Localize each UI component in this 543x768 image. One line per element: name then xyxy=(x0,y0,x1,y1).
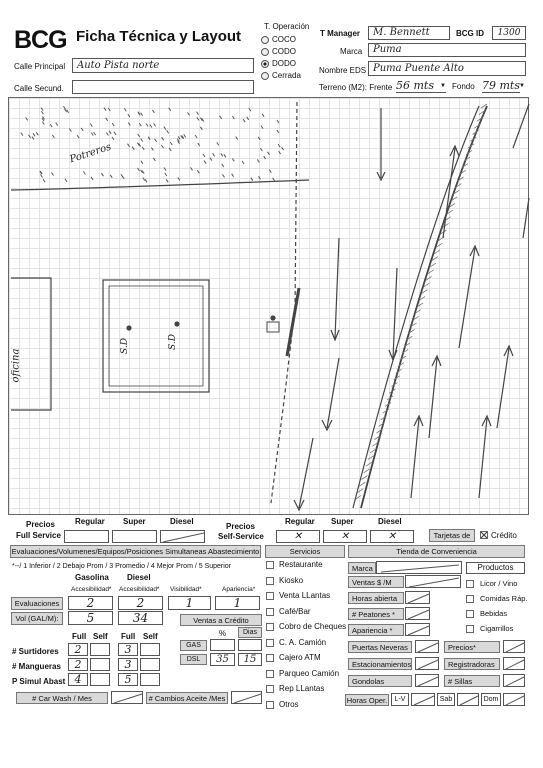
radio-icon[interactable] xyxy=(261,36,269,44)
dom-field[interactable] xyxy=(503,693,525,706)
tienda-marca-label: Marca xyxy=(352,564,373,573)
productos-label: Productos xyxy=(477,563,514,572)
pct-label: % xyxy=(219,629,227,638)
horas-oper-label: Horas Oper. xyxy=(346,696,388,705)
dsl-dias-value: 15 xyxy=(243,654,257,665)
t-manager-field[interactable] xyxy=(368,26,450,40)
dom-label: Dom xyxy=(483,696,499,703)
servicio-item-label: Cobro de Cheques xyxy=(279,622,347,631)
eval-accesibilidad-gas[interactable] xyxy=(68,596,113,610)
tienda-header-text: Tienda de Conveniencia xyxy=(396,547,477,556)
terreno-frente-value[interactable]: 56 mts xyxy=(396,79,446,93)
nombre-eds-value: Puma Puente Alto xyxy=(373,63,464,74)
producto-item-label: Cigarrillos xyxy=(480,624,514,633)
lv-label: L-V xyxy=(394,696,406,703)
tienda-registradoras-label: Registradoras xyxy=(444,658,500,670)
calle-secundaria-field[interactable] xyxy=(72,80,254,94)
frente-dropdown-icon[interactable]: ▼ xyxy=(440,83,446,89)
eval-accesibilidad-diesel[interactable] xyxy=(118,596,163,610)
tienda-puertas-label: Puertas Neveras xyxy=(348,641,412,653)
servicio-item[interactable] xyxy=(266,653,346,665)
eval-value-4: 1 xyxy=(233,596,242,610)
operacion-option-dodo[interactable] xyxy=(261,58,301,70)
peatones-field[interactable] xyxy=(405,607,430,620)
col-visibilidad: Visibilidad* xyxy=(170,586,202,593)
peatones-label-box xyxy=(348,608,404,620)
dsl-pct-value: 35 xyxy=(216,654,229,665)
regular-header-2: Regular xyxy=(285,517,315,526)
full-diesel-price[interactable] xyxy=(160,530,205,543)
self-regular-mark: ✕ xyxy=(293,531,303,542)
eval-visibilidad[interactable] xyxy=(168,596,211,610)
full-super-price[interactable] xyxy=(112,530,157,543)
servicios-header-text: Servicios xyxy=(289,547,321,556)
col-apariencia: Apariencia* xyxy=(222,586,256,593)
t-manager-value: M. Bennett xyxy=(373,27,430,38)
surtidor-cell[interactable]: 5 xyxy=(118,673,138,686)
tienda-precios-label: Precios* xyxy=(444,641,500,653)
scale-legend: *--/ 1 Inferior / 2 Debajo Prom / 3 Promedio / 4 Mejor Prom / 5 Superior xyxy=(12,563,232,570)
evaluaciones-header-text: Evaluaciones/Volumenes/Equipos/Posiciones Simultaneas Abastecimiento xyxy=(11,547,260,556)
calle-principal-label: Calle Principal xyxy=(14,62,66,71)
t-manager-label: T Manager xyxy=(320,29,361,38)
checkbox-icon[interactable] xyxy=(266,670,274,678)
self-diesel-price[interactable] xyxy=(370,530,414,543)
eval-value-3: 1 xyxy=(185,596,194,610)
producto-item-label: Comidas Ráp. xyxy=(480,594,528,603)
ventas-tienda-label-box xyxy=(348,576,404,588)
vol-gasolina-value: 5 xyxy=(86,611,95,625)
surtidor-cell[interactable]: 3 xyxy=(118,643,138,656)
eval-value-2: 2 xyxy=(136,596,145,610)
self-service-label: Self-Service xyxy=(218,532,264,541)
producto-item[interactable] xyxy=(466,624,526,636)
bcg-id-value: 1300 xyxy=(497,28,521,38)
checkbox-icon[interactable] xyxy=(266,577,274,585)
bcg-logo: BCG xyxy=(14,26,67,54)
servicio-item-label: Otros xyxy=(279,699,299,709)
precios-label: Precios xyxy=(26,520,55,529)
mangueras-label: # Mangueras xyxy=(12,662,61,671)
dias-label: Dias xyxy=(242,629,257,636)
cambios-aceite-row xyxy=(146,692,228,704)
dsl-label: DSL xyxy=(186,656,201,663)
operacion-option-codo[interactable] xyxy=(261,46,301,58)
operacion-option-coco[interactable] xyxy=(261,34,301,46)
dsl-row-label xyxy=(180,654,207,665)
apariencia-tienda-label-box xyxy=(348,624,404,636)
tienda-estacionamientos-label: Estacionamientos xyxy=(348,658,412,670)
vol-diesel[interactable] xyxy=(118,611,163,625)
evaluaciones-header xyxy=(10,545,261,558)
tarjetas-button[interactable] xyxy=(429,529,475,542)
servicio-item-label: Restaurante xyxy=(279,560,323,569)
vol-diesel-value: 34 xyxy=(132,611,149,625)
surtidor-label-1: S.D xyxy=(119,338,130,354)
gas-dias-field[interactable] xyxy=(238,639,262,651)
productos-header xyxy=(466,562,525,574)
tarjetas-label: Tarjetas de xyxy=(433,531,471,540)
horas-abierta-label: Horas abierta xyxy=(352,594,398,603)
self-super-price[interactable] xyxy=(323,530,367,543)
vol-row-label xyxy=(11,612,63,625)
car-wash-label: # Car Wash / Mes xyxy=(32,694,92,703)
operacion-option-cerrada[interactable] xyxy=(261,70,301,82)
servicio-item-label: Cajero ATM xyxy=(279,653,321,662)
servicio-item[interactable] xyxy=(266,638,346,650)
horas-abierta-label-box xyxy=(348,592,404,604)
servicios-header xyxy=(265,545,345,558)
fondo-value[interactable]: 79 mts xyxy=(482,79,520,92)
surtidor-cell[interactable]: 4 xyxy=(68,673,88,686)
calle-secundaria-label: Calle Secund. xyxy=(14,84,64,93)
vol-gasolina[interactable] xyxy=(68,611,113,625)
ventas-credito-label: Ventas a Crédito xyxy=(193,616,249,625)
tienda-marca-field[interactable] xyxy=(376,561,462,574)
lv-field[interactable] xyxy=(411,693,435,706)
gas-pct-field[interactable] xyxy=(210,639,235,651)
checkbox-icon[interactable] xyxy=(266,701,274,709)
radio-icon[interactable] xyxy=(261,60,269,68)
checkbox-icon[interactable] xyxy=(266,654,274,662)
producto-item[interactable] xyxy=(466,594,526,606)
checkbox-icon[interactable] xyxy=(466,595,474,603)
self-header-1: Self xyxy=(93,632,108,641)
tienda-estacionamientos-field[interactable] xyxy=(415,657,439,670)
terreno-label: Terreno (M2): Frente xyxy=(319,83,393,92)
peatones-label: # Peatones * xyxy=(352,610,395,619)
nombre-eds-label: Nombre EDS xyxy=(319,66,367,75)
operacion-option-label: Cerrada xyxy=(272,71,301,80)
t-operacion-label: T. Operación xyxy=(264,22,310,31)
regular-header-1: Regular xyxy=(75,517,105,526)
super-header-2: Super xyxy=(331,517,354,526)
gasolina-header: Gasolina xyxy=(75,573,109,582)
checkbox-icon[interactable] xyxy=(466,610,474,618)
servicio-item[interactable] xyxy=(266,576,346,588)
servicio-item[interactable] xyxy=(266,684,346,696)
surtidor-cell[interactable]: 3 xyxy=(118,658,138,671)
horas-oper-label-box xyxy=(345,694,389,706)
ventas-credito-header xyxy=(180,614,262,626)
surtidor-cell[interactable] xyxy=(140,658,160,671)
marca-value: Puma xyxy=(373,44,402,55)
potreros-label: Potreros xyxy=(68,141,113,166)
self-header-2: Self xyxy=(143,632,158,641)
fondo-dropdown-icon[interactable]: ▼ xyxy=(519,83,525,89)
evaluaciones-row-label xyxy=(11,597,63,610)
calle-principal-value: Auto Pista norte xyxy=(77,60,160,71)
sab-label-box xyxy=(437,693,455,706)
diesel-header-2: Diesel xyxy=(378,517,402,526)
servicio-item[interactable] xyxy=(266,591,346,603)
col-accesibilidad-1: Accesibilidad* xyxy=(71,586,112,593)
tienda-registradoras-field[interactable] xyxy=(503,657,525,670)
servicio-item[interactable] xyxy=(266,622,346,634)
simul-label: P Simul Abast xyxy=(12,677,66,686)
super-header-1: Super xyxy=(123,517,146,526)
eval-apariencia[interactable] xyxy=(215,596,260,610)
surtidor-cell[interactable] xyxy=(90,673,110,686)
operacion-option-label: COCO xyxy=(272,35,296,44)
self-diesel-mark: ✕ xyxy=(387,531,397,542)
servicio-item-label: C. A. Camión xyxy=(279,637,327,647)
producto-item[interactable] xyxy=(466,579,526,591)
producto-item-label: Bebidas xyxy=(480,609,508,618)
page-title: Ficha Técnica y Layout xyxy=(76,28,242,45)
tienda-sillas-label: # Sillas xyxy=(444,675,500,687)
dsl-dias-field[interactable] xyxy=(238,653,262,666)
tienda-gondolas-field[interactable] xyxy=(415,674,439,687)
surtidor-cell[interactable]: 2 xyxy=(68,643,88,656)
apariencia-tienda-label: Apariencia * xyxy=(352,626,393,635)
layout-sketch[interactable] xyxy=(8,97,529,515)
cambios-aceite-field[interactable] xyxy=(231,691,262,704)
surtidor-cell[interactable]: 2 xyxy=(68,658,88,671)
full-header-1: Full xyxy=(72,632,87,641)
surtidor-cell[interactable] xyxy=(140,643,160,656)
checkbox-icon[interactable] xyxy=(266,685,274,693)
tienda-marca-label-box xyxy=(348,562,376,574)
horas-abierta-field[interactable] xyxy=(405,591,430,604)
surtidor-label-2: S.D xyxy=(167,334,178,350)
servicio-item[interactable] xyxy=(266,700,346,712)
checkbox-icon[interactable] xyxy=(466,580,474,588)
car-wash-row xyxy=(16,692,108,704)
self-regular-price[interactable] xyxy=(276,530,320,543)
tienda-sillas-field[interactable] xyxy=(503,674,525,687)
sab-label: Sab xyxy=(439,696,453,703)
surtidor-cell[interactable] xyxy=(90,658,110,671)
surtidor-cell[interactable] xyxy=(90,643,110,656)
servicio-item-label: Rep LLantas xyxy=(279,684,325,693)
radio-icon[interactable] xyxy=(261,48,269,56)
fondo-label: Fondo xyxy=(452,82,475,91)
producto-item-label: Licor / Vino xyxy=(480,579,518,588)
gas-label: GAS xyxy=(186,642,201,649)
tienda-gondolas-label: Gondolas xyxy=(348,675,412,687)
servicio-item-label: Venta LLantas xyxy=(279,591,331,600)
sab-field[interactable] xyxy=(457,693,479,706)
eval-value-1: 2 xyxy=(86,596,95,610)
vol-label: Vol (GAL/M): xyxy=(15,614,59,623)
operacion-option-label: CODO xyxy=(272,47,296,56)
marca-label: Marca xyxy=(340,47,363,56)
tienda-precios-field[interactable] xyxy=(503,640,525,653)
full-service-label: Full Service xyxy=(16,531,61,540)
dsl-pct-field[interactable] xyxy=(210,653,235,666)
col-accesibilidad-2: Accesibilidad* xyxy=(119,586,160,593)
surtidor-cell[interactable] xyxy=(140,673,160,686)
servicio-item[interactable] xyxy=(266,669,346,681)
precios-label-2: Precios xyxy=(226,522,255,531)
evaluaciones-label: Evaluaciones xyxy=(14,599,60,608)
diesel-header: Diesel xyxy=(127,573,151,582)
checkbox-icon[interactable] xyxy=(266,639,274,647)
self-super-mark: ✕ xyxy=(340,531,350,542)
tienda-header xyxy=(348,545,525,558)
servicio-item-label: Parqueo Camión xyxy=(279,668,340,678)
producto-item[interactable] xyxy=(466,609,526,621)
sketch-drawing xyxy=(9,98,530,516)
nombre-eds-field[interactable] xyxy=(368,61,526,76)
cambios-aceite-label: # Cambios Aceite /Mes xyxy=(148,694,226,703)
servicio-item-label: Café/Bar xyxy=(279,606,311,616)
car-wash-field[interactable] xyxy=(111,691,143,704)
tienda-puertas-field[interactable] xyxy=(415,640,439,653)
servicio-item[interactable] xyxy=(266,607,346,619)
checkbox-icon[interactable] xyxy=(266,592,274,600)
checkbox-icon[interactable] xyxy=(266,608,274,616)
operacion-radio-group xyxy=(261,34,301,82)
dias-header xyxy=(238,627,262,638)
apariencia-tienda-field[interactable] xyxy=(405,623,430,636)
bcg-id-label: BCG ID xyxy=(456,29,484,38)
gas-row-label xyxy=(180,640,207,651)
credito-label: Crédito xyxy=(491,531,517,540)
full-regular-price[interactable] xyxy=(64,530,109,543)
lv-label-box xyxy=(391,693,409,706)
bcg-id-field[interactable] xyxy=(492,26,526,40)
diesel-header-1: Diesel xyxy=(170,517,194,526)
checkbox-icon[interactable] xyxy=(266,561,274,569)
surtidores-label: # Surtidores xyxy=(12,647,59,656)
radio-icon[interactable] xyxy=(261,72,269,80)
operacion-option-label: DODO xyxy=(272,59,296,68)
calle-principal-field[interactable] xyxy=(72,58,254,73)
full-header-2: Full xyxy=(121,632,136,641)
credito-checkbox[interactable] xyxy=(480,531,488,539)
oficina-label: oficina xyxy=(10,348,22,383)
dom-label-box xyxy=(481,693,501,706)
ventas-tienda-label: Ventas $ /M xyxy=(352,578,392,587)
checkbox-icon[interactable] xyxy=(466,625,474,633)
checkbox-icon[interactable] xyxy=(266,623,274,631)
ventas-tienda-field[interactable] xyxy=(405,575,461,588)
servicio-item-label: Kiosko xyxy=(279,575,304,585)
marca-field[interactable] xyxy=(368,43,526,57)
servicio-item[interactable] xyxy=(266,560,346,572)
